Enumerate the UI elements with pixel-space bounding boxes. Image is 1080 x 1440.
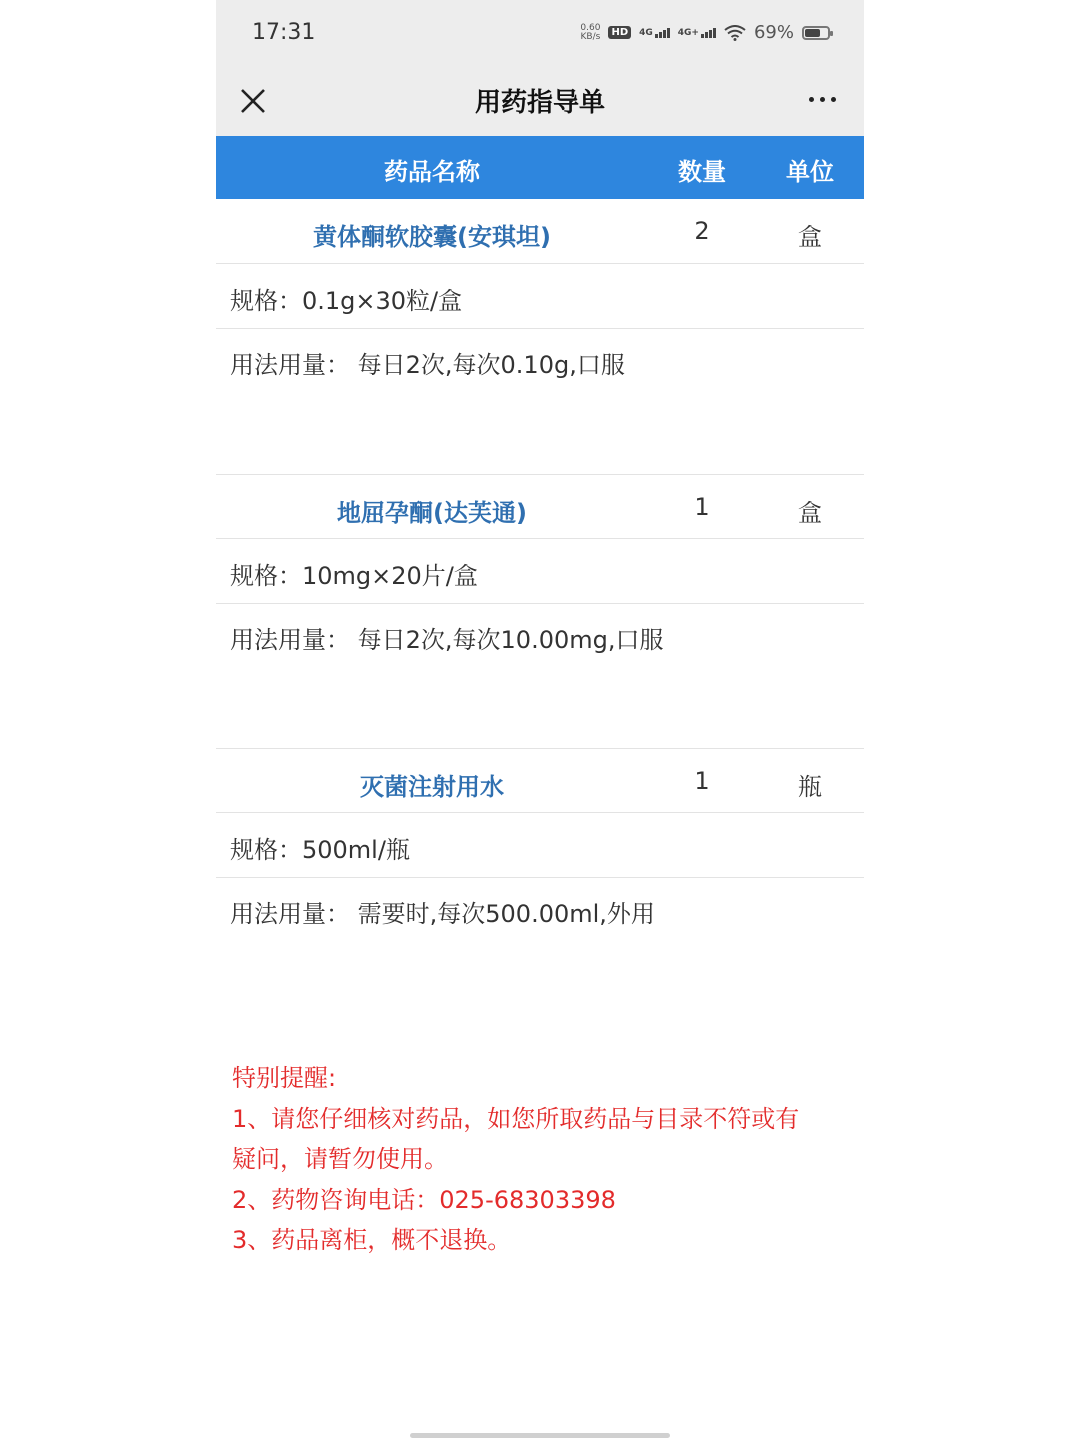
signal-bar bbox=[701, 34, 704, 38]
notice-line: 3、药品离柜，概不退换。 bbox=[232, 1226, 512, 1254]
drug-unit: 盒 bbox=[798, 223, 822, 251]
page-title: 用药指导单 bbox=[474, 88, 605, 118]
drug-row bbox=[216, 748, 864, 813]
drug-usage: 用法用量： 需要时,每次500.00ml,外用 bbox=[230, 900, 655, 928]
drug-usage: 用法用量： 每日2次,每次0.10g,口服 bbox=[230, 351, 625, 379]
net-speed bbox=[580, 24, 600, 42]
drug-name[interactable]: 灭菌注射用水 bbox=[360, 773, 504, 801]
header-quantity: 数量 bbox=[678, 158, 726, 186]
signal-bar bbox=[705, 32, 708, 38]
drug-item bbox=[216, 199, 864, 473]
net-speed-unit: KB/s bbox=[580, 31, 601, 42]
signal-4g-plus-icon bbox=[678, 28, 716, 38]
drug-row bbox=[216, 474, 864, 539]
net-speed-value: 0.60 bbox=[580, 22, 601, 33]
nav-bar bbox=[216, 66, 864, 136]
signal-bar bbox=[655, 34, 658, 38]
drug-quantity: 2 bbox=[694, 217, 710, 245]
drug-spec: 规格：500ml/瓶 bbox=[216, 813, 864, 878]
more-icon-dot bbox=[820, 97, 825, 102]
notice-title: 特别提醒: bbox=[232, 1064, 337, 1092]
battery-icon bbox=[802, 26, 830, 40]
drug-usage: 用法用量： 每日2次,每次10.00mg,口服 bbox=[230, 626, 664, 654]
signal-4g-label: 4G bbox=[639, 27, 653, 38]
more-button[interactable] bbox=[800, 84, 844, 114]
battery-percent: 69% bbox=[753, 22, 794, 43]
more-icon-dot bbox=[831, 97, 836, 102]
signal-bar bbox=[659, 32, 662, 38]
signal-4g-icon bbox=[639, 28, 670, 38]
phone-screen bbox=[216, 0, 864, 1440]
header-unit: 单位 bbox=[786, 158, 834, 186]
drug-unit: 盒 bbox=[798, 499, 822, 527]
drug-item bbox=[216, 748, 864, 1022]
header-drug-name: 药品名称 bbox=[384, 158, 480, 186]
drug-item bbox=[216, 474, 864, 748]
drug-spec: 规格：0.1g×30粒/盒 bbox=[216, 264, 864, 329]
signal-4g-plus-label: 4G+ bbox=[677, 27, 699, 38]
drug-unit: 瓶 bbox=[798, 773, 822, 801]
drug-quantity: 1 bbox=[694, 493, 710, 521]
battery-fill bbox=[805, 29, 820, 37]
notice-phone: 2、药物咨询电话：025-68303398 bbox=[232, 1185, 616, 1214]
notice-line: 1、请您仔细核对药品，如您所取药品与目录不符或有 bbox=[232, 1104, 800, 1133]
status-bar bbox=[216, 0, 864, 66]
wifi-icon bbox=[724, 25, 746, 41]
drug-name[interactable]: 黄体酮软胶囊(安琪坦) bbox=[313, 223, 551, 251]
signal-bar bbox=[663, 30, 666, 38]
signal-bar bbox=[709, 30, 712, 38]
status-icons bbox=[580, 22, 830, 43]
notice-line: 疑问，请暂勿使用。 bbox=[232, 1145, 448, 1173]
table-header bbox=[216, 136, 864, 199]
signal-bar bbox=[713, 28, 716, 38]
drug-name[interactable]: 地屈孕酮(达芙通) bbox=[337, 499, 527, 527]
more-icon-dot bbox=[809, 97, 814, 102]
hd-icon: HD bbox=[608, 26, 631, 39]
drug-row bbox=[216, 199, 864, 264]
special-notice bbox=[232, 1058, 852, 1261]
drug-spec: 规格：10mg×20片/盒 bbox=[216, 539, 864, 604]
home-indicator[interactable] bbox=[410, 1433, 670, 1438]
drug-quantity: 1 bbox=[694, 767, 710, 795]
status-time: 17:31 bbox=[252, 20, 316, 45]
signal-bar bbox=[667, 28, 670, 38]
